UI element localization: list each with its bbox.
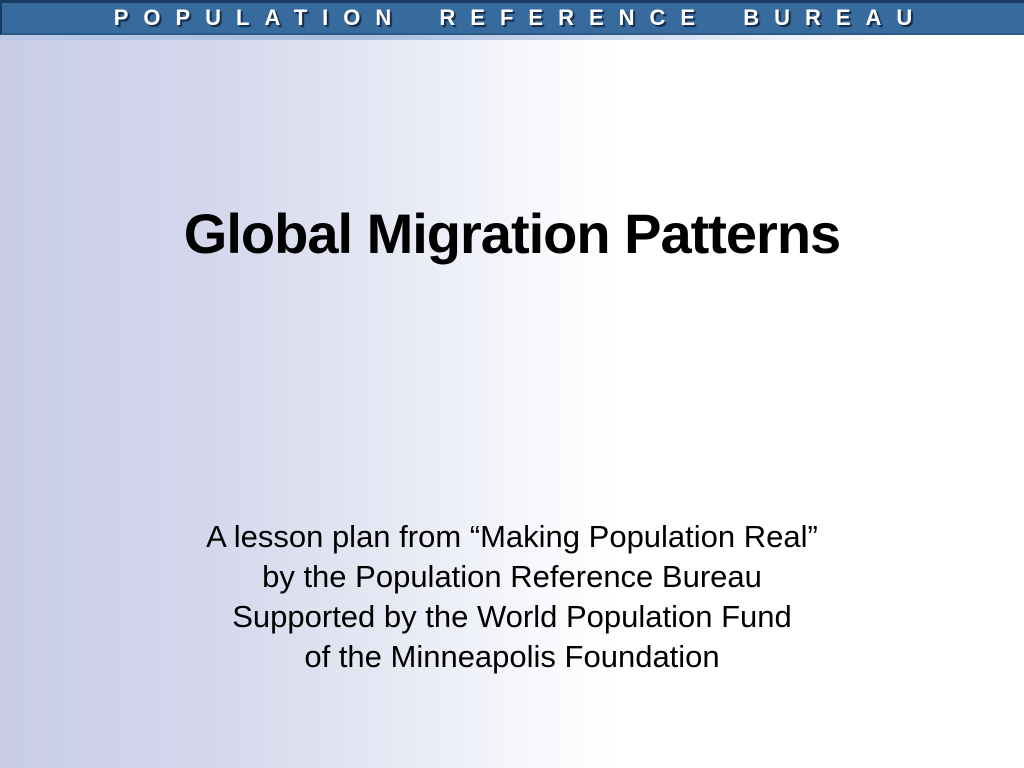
slide-subtitle-block <box>0 517 1024 677</box>
slide-title: Global Migration Patterns <box>183 202 841 265</box>
subtitle-line-3: Supported by the World Population Fund <box>232 599 792 634</box>
subtitle-line-2: by the Population Reference Bureau <box>262 559 762 594</box>
subtitle-line-4: of the Minneapolis Foundation <box>304 639 720 674</box>
subtitle-line-1: A lesson plan from “Making Population Real” <box>206 519 818 554</box>
header-banner <box>0 0 1024 35</box>
header-banner-title: POPULATION REFERENCE BUREAU <box>113 5 928 30</box>
header-banner-highlight-stripe <box>0 35 1024 40</box>
